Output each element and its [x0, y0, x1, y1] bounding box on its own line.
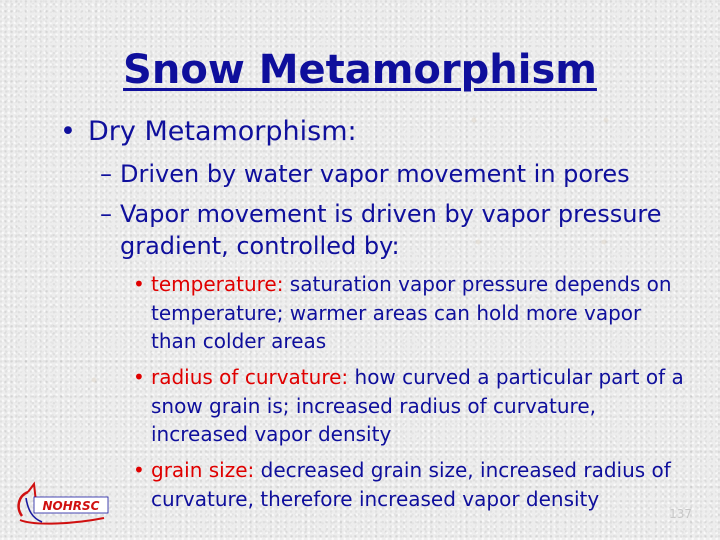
detail-bullet-temperature	[133, 270, 693, 356]
background-sparkle	[466, 112, 482, 128]
bullet-text: Dry Metamorphism:	[88, 116, 357, 147]
detail-bullet-radius-of-curvature	[133, 363, 693, 449]
bullet-marker: •	[133, 365, 145, 389]
detail-bullet-grain-size	[133, 456, 693, 513]
sub-bullet-text: Driven by water vapor movement in pores	[120, 160, 630, 188]
sub-bullet-text: Vapor movement is driven by vapor pressure gradient, controlled by:	[120, 200, 662, 260]
bullet-marker: •	[60, 116, 76, 147]
detail-description: how curved a particular part of a snow grain is; increased radius of curvature, increased vapor density	[151, 365, 684, 446]
bullet-marker: •	[133, 458, 145, 482]
nohrsc-logo-icon	[14, 478, 114, 528]
detail-text	[151, 456, 693, 513]
dash-marker: –	[100, 200, 112, 228]
dash-marker: –	[100, 160, 112, 188]
bullet-marker: •	[133, 272, 145, 296]
detail-description: saturation vapor pressure depends on temperature; warmer areas can hold more vapor than colder areas	[151, 272, 672, 353]
detail-term: temperature:	[151, 272, 284, 296]
detail-text	[151, 270, 693, 356]
page-number: 137	[669, 507, 692, 521]
detail-description: decreased grain size, increased radius of curvature, therefore increased vapor density	[151, 458, 671, 511]
logo-text: NOHRSC	[42, 499, 100, 513]
detail-term: grain size:	[151, 458, 255, 482]
background-sparkle	[598, 112, 614, 128]
detail-text	[151, 363, 693, 449]
slide-title: Snow Metamorphism	[123, 47, 597, 93]
sub-bullet-pressure-gradient	[100, 198, 700, 262]
detail-term: radius of curvature:	[151, 365, 349, 389]
bullet-level1	[60, 114, 357, 150]
sub-bullet-vapor-movement	[100, 158, 700, 190]
background-sparkle	[86, 372, 102, 388]
